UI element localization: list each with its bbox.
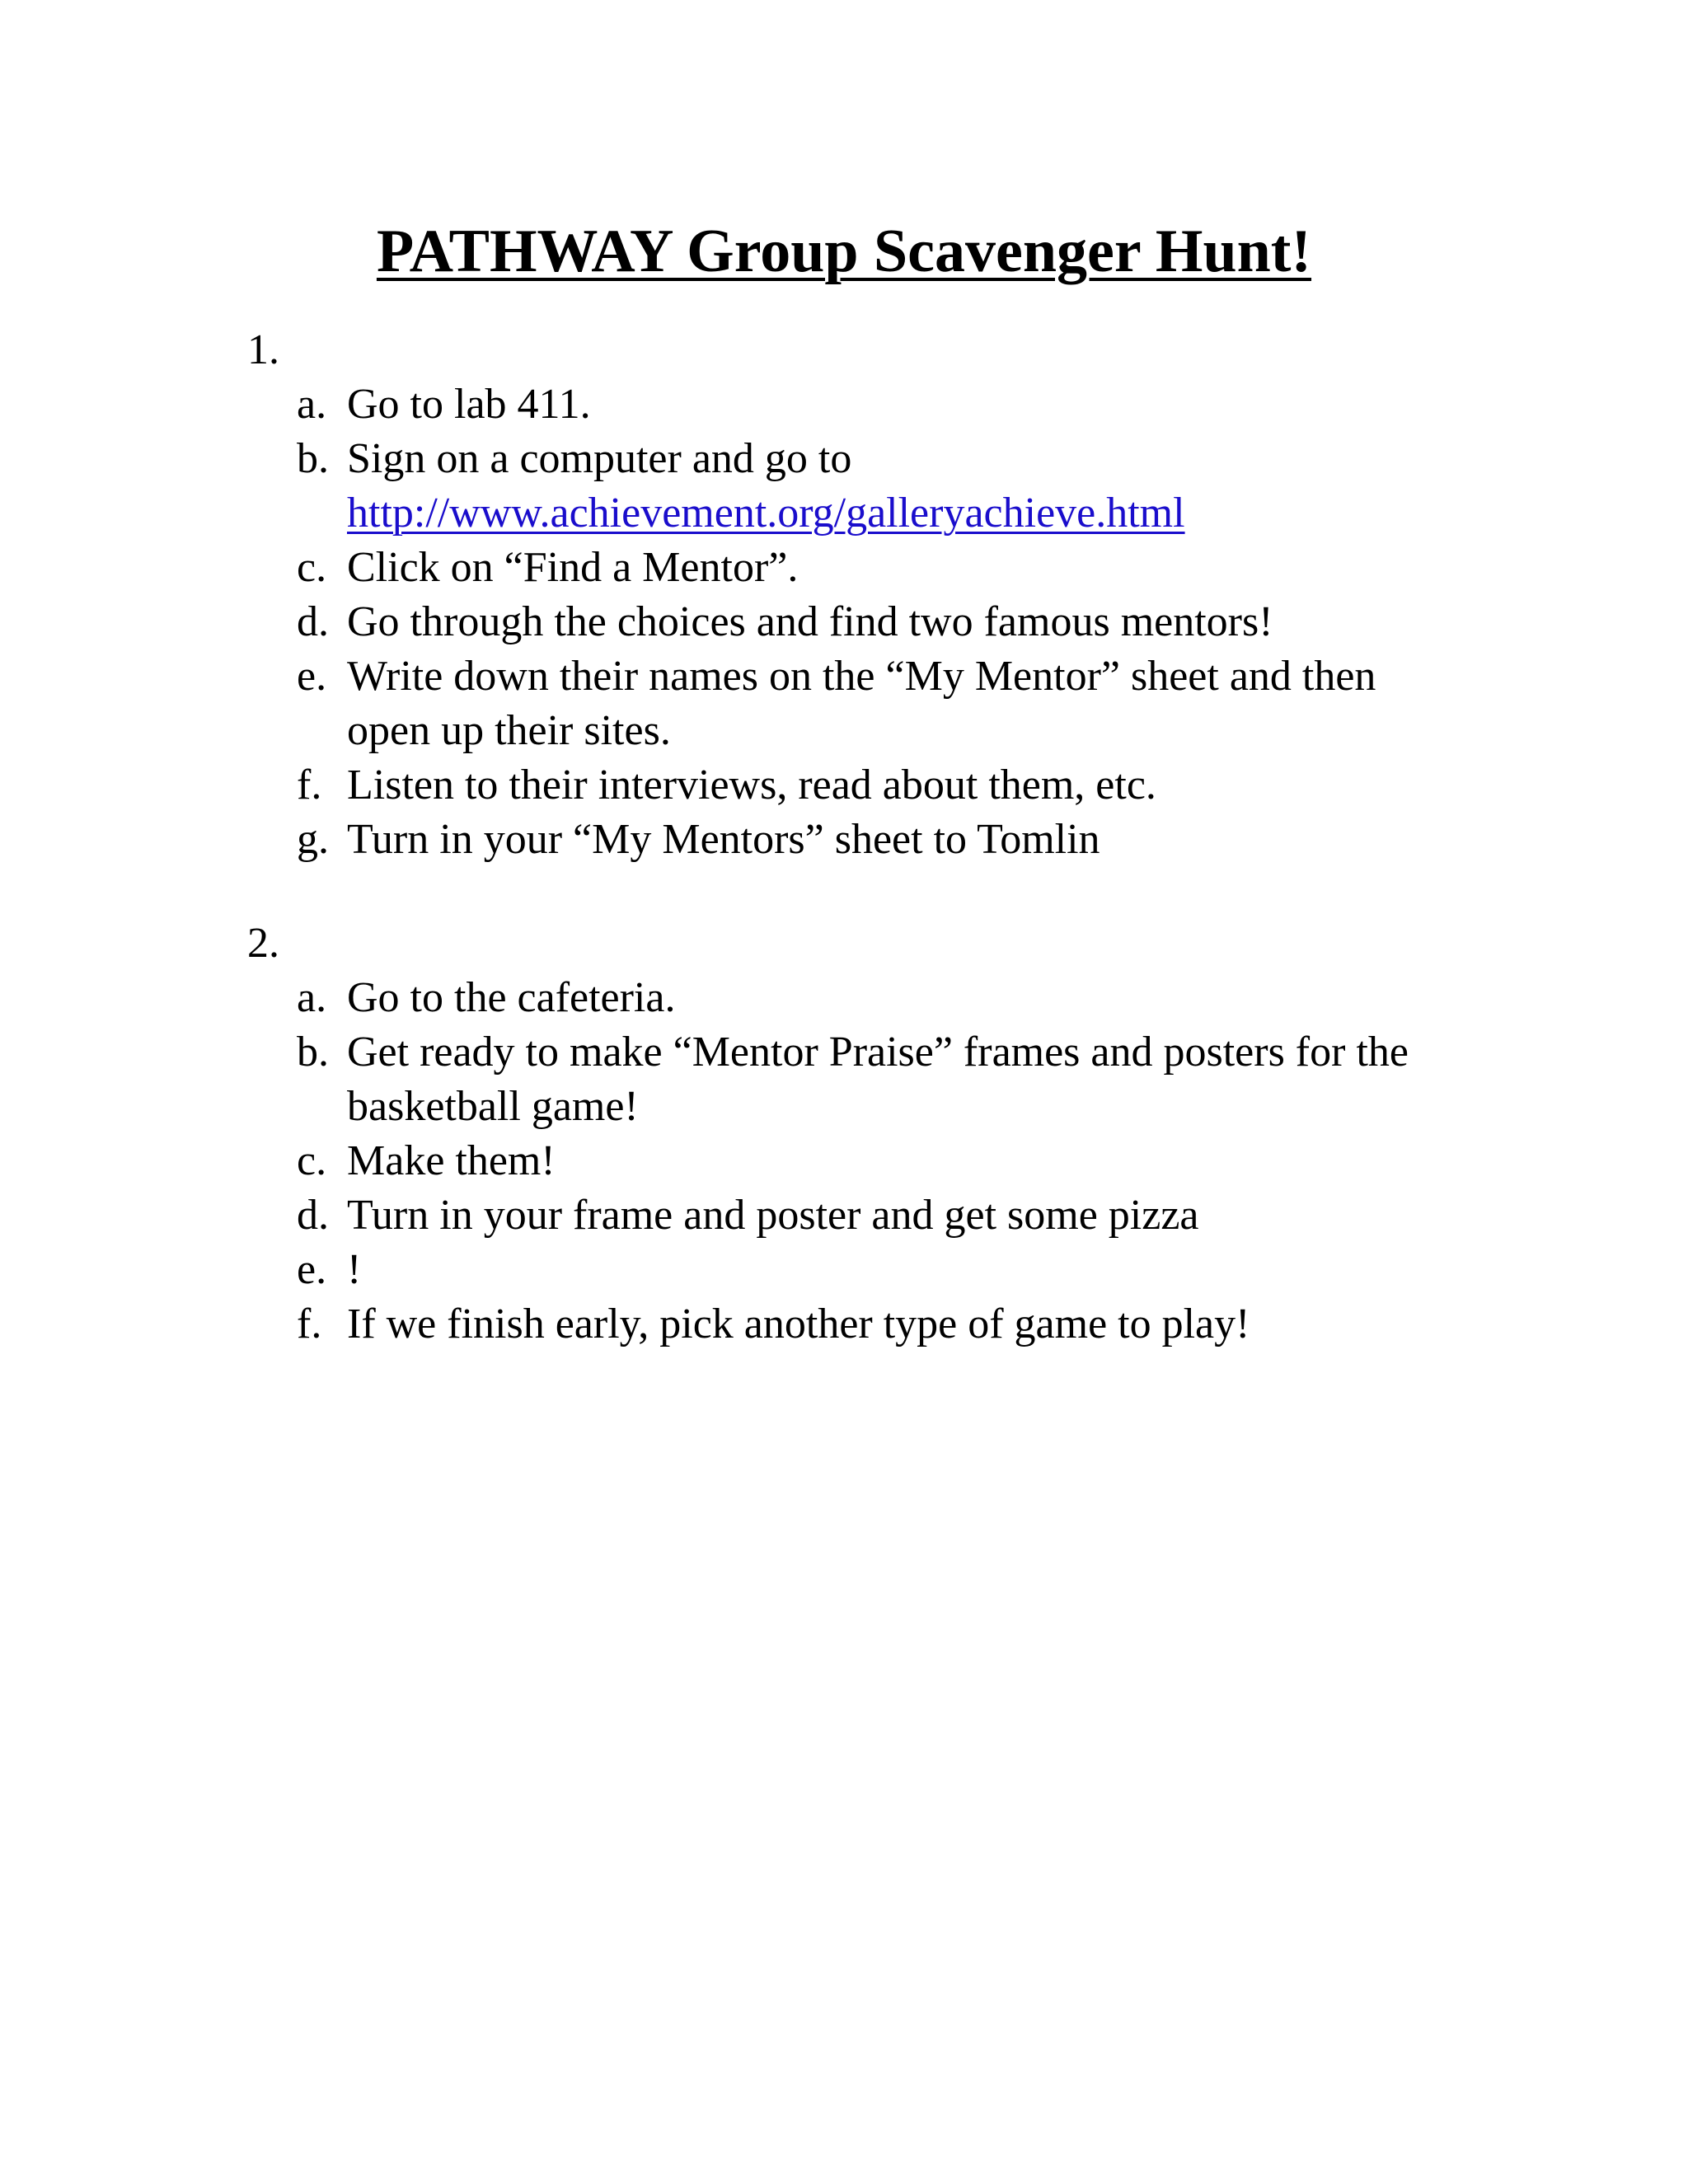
- item-text: !: [347, 1246, 362, 1293]
- item-text: Go to the cafeteria.: [347, 974, 676, 1021]
- list-item: [0, 432, 1688, 541]
- item-text: Listen to their interviews, read about them, etc.: [347, 762, 1156, 808]
- item-marker: c.: [297, 544, 327, 591]
- list-item: [0, 541, 1688, 595]
- item-marker: b.: [297, 435, 329, 482]
- section-2-list: [0, 971, 1688, 1352]
- item-text: If we finish early, pick another type of game to play!: [347, 1301, 1250, 1347]
- item-text: Go through the choices and find two famous mentors!: [347, 598, 1273, 645]
- section-number: 2.: [247, 920, 279, 967]
- item-marker: e.: [297, 653, 327, 700]
- item-marker: a.: [297, 381, 327, 428]
- item-marker: c.: [297, 1137, 327, 1184]
- list-item: [0, 1134, 1688, 1188]
- list-item: [0, 1297, 1688, 1352]
- section-number: 1.: [247, 326, 279, 373]
- item-marker: e.: [297, 1246, 327, 1293]
- mentor-gallery-link[interactable]: http://www.achievement.org/galleryachieve.html: [347, 490, 1185, 537]
- item-marker: b.: [297, 1029, 329, 1076]
- list-item: [0, 595, 1688, 649]
- item-marker: d.: [297, 1192, 329, 1239]
- list-item: [0, 971, 1688, 1025]
- item-marker: a.: [297, 974, 327, 1021]
- list-item: [0, 813, 1688, 867]
- list-item: [0, 1188, 1688, 1243]
- item-marker: f.: [297, 1301, 322, 1347]
- list-item: [0, 1025, 1688, 1134]
- section-1-list: [0, 377, 1688, 867]
- item-text: Sign on a computer and go to: [347, 435, 852, 482]
- item-text: Turn in your frame and poster and get some pizza: [347, 1192, 1199, 1239]
- list-item: [0, 377, 1688, 432]
- item-marker: g.: [297, 816, 329, 863]
- item-text: Turn in your “My Mentors” sheet to Tomlin: [347, 816, 1100, 863]
- list-item: [0, 1243, 1688, 1297]
- item-text: Get ready to make “Mentor Praise” frames and posters for the basketball game!: [347, 1029, 1409, 1130]
- item-marker: f.: [297, 762, 322, 808]
- list-item: [0, 649, 1688, 758]
- item-text: Write down their names on the “My Mentor” sheet and then open up their sites.: [347, 653, 1376, 754]
- list-item: [0, 758, 1688, 813]
- item-text: Go to lab 411.: [347, 381, 591, 428]
- item-marker: d.: [297, 598, 329, 645]
- document-title: PATHWAY Group Scavenger Hunt!: [376, 218, 1312, 285]
- item-text: Make them!: [347, 1137, 556, 1184]
- item-text: Click on “Find a Mentor”.: [347, 544, 799, 591]
